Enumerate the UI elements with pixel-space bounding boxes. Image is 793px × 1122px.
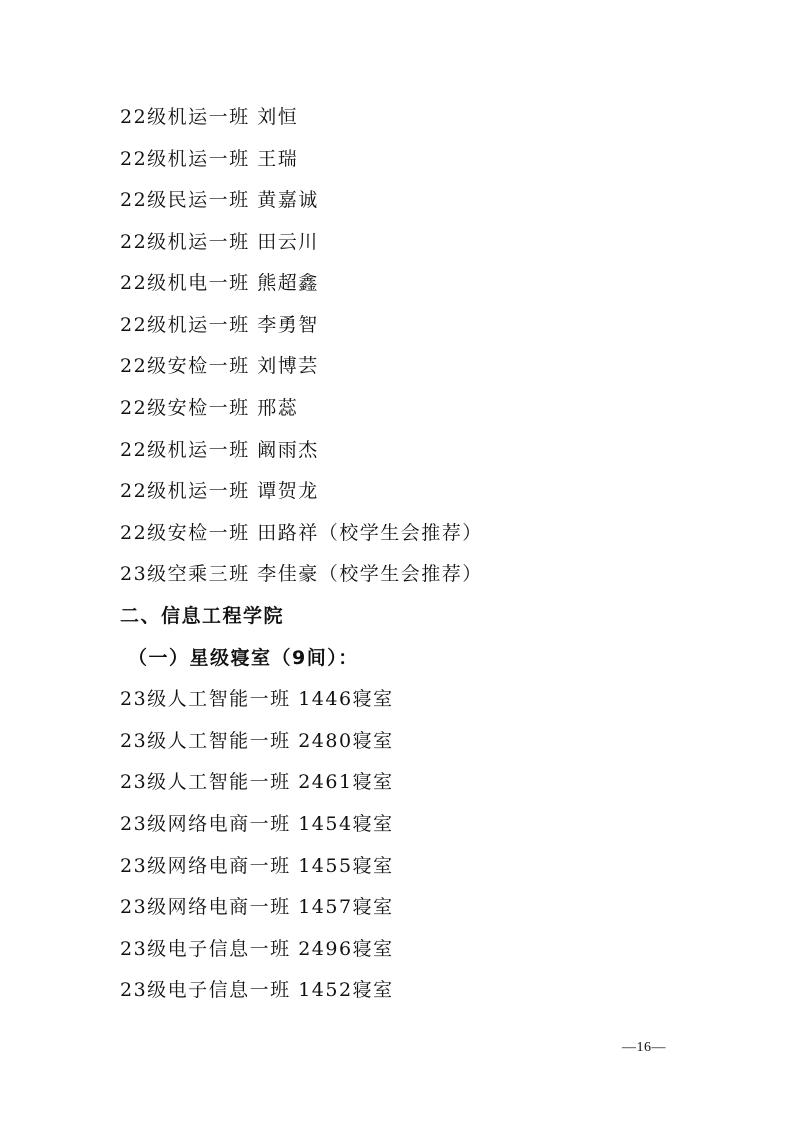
- list-item: 22级安检一班 刘博芸: [120, 355, 319, 377]
- list-item: 23级人工智能一班 2480寝室: [120, 730, 394, 752]
- list-item: 23级空乘三班 李佳豪（校学生会推荐）: [120, 563, 483, 585]
- sub-heading: （一）星级寝室（9间）：: [128, 647, 359, 669]
- list-item: 22级机运一班 谭贺龙: [120, 480, 319, 502]
- list-item: 22级安检一班 邢蕊: [120, 397, 299, 419]
- list-item: 23级网络电商一班 1457寝室: [120, 896, 394, 918]
- list-item: 22级机运一班 阚雨杰: [120, 439, 319, 461]
- list-item: 23级人工智能一班 2461寝室: [120, 771, 394, 793]
- list-item: 22级机运一班 田云川: [120, 231, 319, 253]
- list-item: 22级机运一班 刘恒: [120, 106, 299, 128]
- page-number: —16—: [622, 1040, 666, 1055]
- list-item: 23级网络电商一班 1454寝室: [120, 813, 394, 835]
- list-item: 23级人工智能一班 1446寝室: [120, 688, 394, 710]
- list-item: 22级民运一班 黄嘉诚: [120, 189, 319, 211]
- list-item: 23级电子信息一班 1452寝室: [120, 979, 394, 1001]
- list-item: 22级机运一班 李勇智: [120, 314, 319, 336]
- list-item: 23级网络电商一班 1455寝室: [120, 855, 394, 877]
- list-item: 22级机运一班 王瑞: [120, 148, 299, 170]
- section-heading: 二、信息工程学院: [120, 605, 285, 627]
- list-item: 22级安检一班 田路祥（校学生会推荐）: [120, 522, 483, 544]
- list-item: 23级电子信息一班 2496寝室: [120, 938, 394, 960]
- list-item: 22级机电一班 熊超鑫: [120, 272, 319, 294]
